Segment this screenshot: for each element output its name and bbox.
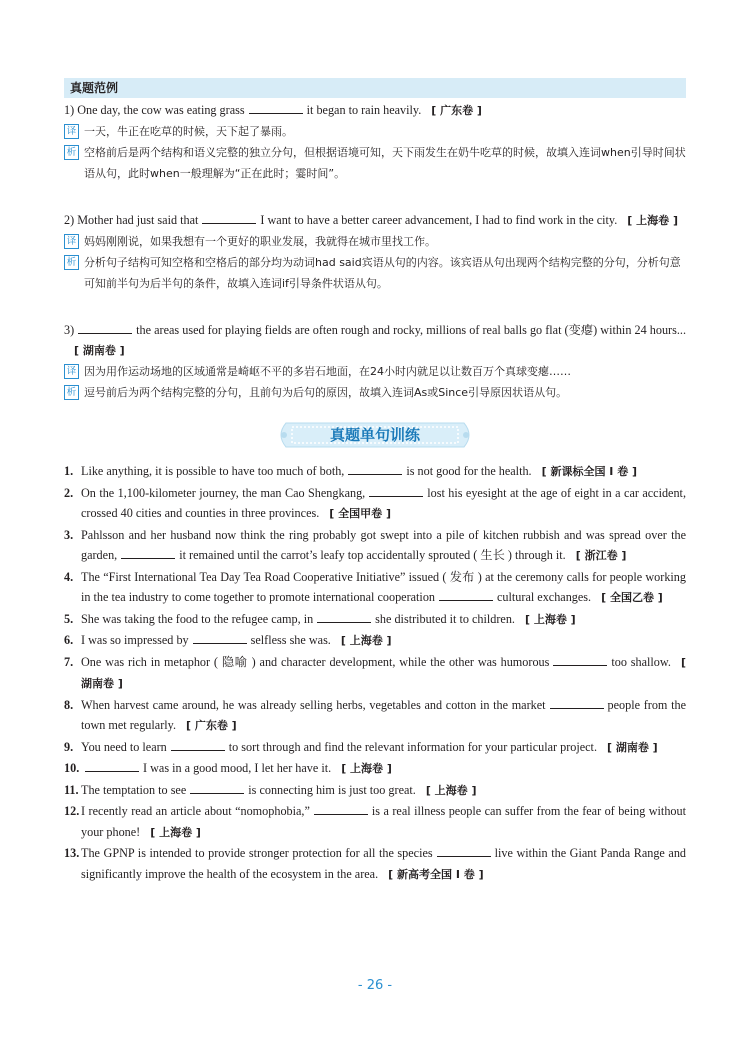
example-1 [64, 100, 686, 184]
exercise-list [64, 461, 686, 885]
exercise-text-after: is not good for the health. [406, 464, 532, 478]
exercise-number: 2. [64, 485, 74, 500]
exercise-text-before: The GPNP is intended to provide stronger protection for all the species [81, 846, 433, 860]
exercise-text-before: She was taking the food to the refugee camp, in [81, 611, 314, 626]
exercise-text-after: she distributed it to children. [375, 611, 515, 626]
exercise-text-before: You need to learn [81, 739, 167, 754]
source-tag: [ 广东卷 ] [186, 719, 237, 732]
answer-blank [369, 485, 423, 497]
exercise-text-after: cultural exchanges. [497, 590, 592, 604]
source-tag: [ 湖南卷 ] [81, 655, 686, 690]
exercise-item [64, 737, 686, 759]
exercise-text-before: The “First International Tea Day Tea Road Cooperative Initiative” issued ( 发布 ) at the ceremony calls for people working in the tea industry to come together to promote international cooperation [81, 569, 686, 604]
answer-blank [317, 611, 371, 623]
exercise-item [64, 483, 686, 525]
translation-badge: 译 [64, 124, 79, 139]
source-tag: [ 上海卷 ] [341, 762, 392, 775]
answer-blank [314, 803, 368, 815]
translation-badge: 译 [64, 234, 79, 249]
answer-blank [85, 760, 139, 772]
exercise-number: 5. [64, 611, 74, 626]
exercise-text-after: is connecting him is just too great. [248, 782, 416, 797]
exercise-item [64, 525, 686, 567]
exercise-text-before: I was so impressed by [81, 633, 189, 647]
analysis-badge: 析 [64, 255, 79, 270]
answer-blank [121, 547, 175, 559]
example-2 [64, 210, 686, 294]
analysis: 析 空格前后是两个结构和语义完整的独立分句，但根据语境可知，天下雨发生在奶牛吃草的时候，故填入连词when引导时间状语从句，此时when一般理解为“正在此时；霎时间”。 [64, 142, 686, 184]
analysis: 析 逗号前后为两个结构完整的分句，且前句为后句的原因，故填入连词As或Since引导原因状语从句。 [64, 382, 686, 403]
exercise-number: 10. [64, 761, 80, 775]
exercise-item [64, 461, 686, 483]
exercise-text-after: I was in a good mood, I let her have it. [143, 761, 332, 775]
section-title: 真题范例 [64, 78, 686, 98]
exercise-item [64, 695, 686, 737]
banner-title: 真题单句训练 [329, 426, 420, 444]
exercise-text-after: lost his eyesight at the age of eight in a car accident, crossed 40 cities and counties in three provinces. [81, 485, 686, 520]
source-tag: [ 上海卷 ] [425, 783, 477, 797]
exercise-number: 11. [64, 782, 79, 797]
example-question: 2) Mother had just said that I want to have a better career advancement, I had to find work in the city. [ 上海卷 ] [64, 213, 679, 227]
answer-blank [202, 212, 256, 224]
section-banner [64, 415, 686, 455]
answer-blank [348, 463, 402, 475]
answer-blank [437, 845, 491, 857]
exercise-text-after: selfless she was. [250, 633, 331, 647]
answer-blank [193, 632, 247, 644]
example-question: 1) One day, the cow was eating grass it began to rain heavily. [ 广东卷 ] [64, 103, 482, 117]
exercise-item [64, 630, 686, 652]
exercise-text-after: people from the town met regularly. [81, 697, 686, 732]
exercise-item [64, 780, 686, 802]
exercise-text-before: On the 1,100-kilometer journey, the man Cao Shengkang, [81, 485, 366, 500]
exercise-text-after: too shallow. [611, 654, 671, 669]
exercise-number: 13. [64, 846, 80, 860]
exercise-number: 7. [64, 654, 74, 669]
translation: 译 妈妈刚刚说，如果我想有一个更好的职业发展，我就得在城市里找工作。 [64, 231, 686, 252]
exercise-text-before: One was rich in metaphor ( 隐喻 ) and character development, while the other was humorous [81, 654, 550, 669]
source-tag: [ 上海卷 ] [524, 612, 576, 626]
exercise-text-before: When harvest came around, he was already selling herbs, vegetables and cotton in the market [81, 697, 546, 712]
exercise-text-after: is a real illness people can suffer from the fear of being without your phone! [81, 804, 686, 839]
exercise-item [64, 801, 686, 843]
source-tag: [ 新高考全国 I 卷 ] [388, 867, 484, 881]
analysis-badge: 析 [64, 385, 79, 400]
example-question: 3) the areas used for playing fields are often rough and rocky, millions of real balls go flat (变瘪) within 24 hours...[ 湖南卷 ] [64, 323, 686, 357]
exercise-number: 8. [64, 697, 74, 712]
source-tag: [ 广东卷 ] [431, 104, 482, 117]
answer-blank [439, 589, 493, 601]
page-body [64, 78, 686, 885]
analysis-badge: 析 [64, 145, 79, 160]
translation-badge: 译 [64, 364, 79, 379]
source-tag: [ 全国乙卷 ] [601, 591, 663, 604]
exercise-item [64, 758, 686, 780]
source-tag: [ 新课标全国 I 卷 ] [541, 465, 638, 478]
source-tag: [ 湖南卷 ] [74, 344, 125, 357]
exercise-text-before: I recently read an article about “nomophobia,” [81, 804, 310, 818]
exercise-item [64, 567, 686, 609]
exercise-number: 4. [64, 569, 74, 584]
exercise-item [64, 843, 686, 885]
translation: 译 因为用作运动场地的区域通常是崎岖不平的多岩石地面，在24小时内就足以让数百万个真球变瘪…… [64, 361, 686, 382]
example-3 [64, 320, 686, 403]
exercise-item [64, 609, 686, 631]
answer-blank [78, 322, 132, 334]
exercise-text-after: live within the Giant Panda Range and significantly improve the health of the ecosystem in the area. [81, 846, 687, 881]
answer-blank [553, 654, 607, 666]
exercise-text-before: Pahlsson and her husband now think the ring probably got swept into a pile of kitchen rubbish and was spread over the garden, [81, 527, 686, 562]
source-tag: [ 湖南卷 ] [607, 740, 658, 754]
answer-blank [190, 782, 244, 794]
exercise-number: 9. [64, 739, 74, 754]
exercise-number: 3. [64, 527, 74, 542]
answer-blank [249, 102, 303, 114]
source-tag: [ 上海卷 ] [627, 214, 679, 227]
analysis: 析 分析句子结构可知空格和空格后的部分均为动词had said宾语从句的内容。该宾语从句出现两个结构完整的分句，分析句意可知前半句为后半句的条件，故填入连词if引导条件状语从句。 [64, 252, 686, 294]
source-tag: [ 浙江卷 ] [575, 549, 627, 562]
exercise-item [64, 652, 686, 695]
exercise-number: 6. [64, 633, 74, 647]
exercise-text-after: to sort through and find the relevant information for your particular project. [228, 739, 597, 754]
exercise-number: 12. [64, 804, 80, 818]
answer-blank [171, 739, 225, 751]
answer-blank [550, 697, 604, 709]
exercise-number: 1. [64, 464, 74, 478]
source-tag: [ 上海卷 ] [340, 634, 392, 647]
page-number: - 26 - [357, 978, 393, 993]
translation: 译 一天，牛正在吃草的时候，天下起了暴雨。 [64, 121, 686, 142]
exercise-text-after: it remained until the carrot’s leafy top accidentally sprouted ( 生长 ) through it. [179, 548, 566, 562]
source-tag: [ 上海卷 ] [150, 825, 201, 839]
source-tag: [ 全国甲卷 ] [329, 507, 391, 520]
exercise-text-before: The temptation to see [81, 782, 187, 797]
exercise-text-before: Like anything, it is possible to have too much of both, [81, 464, 345, 478]
